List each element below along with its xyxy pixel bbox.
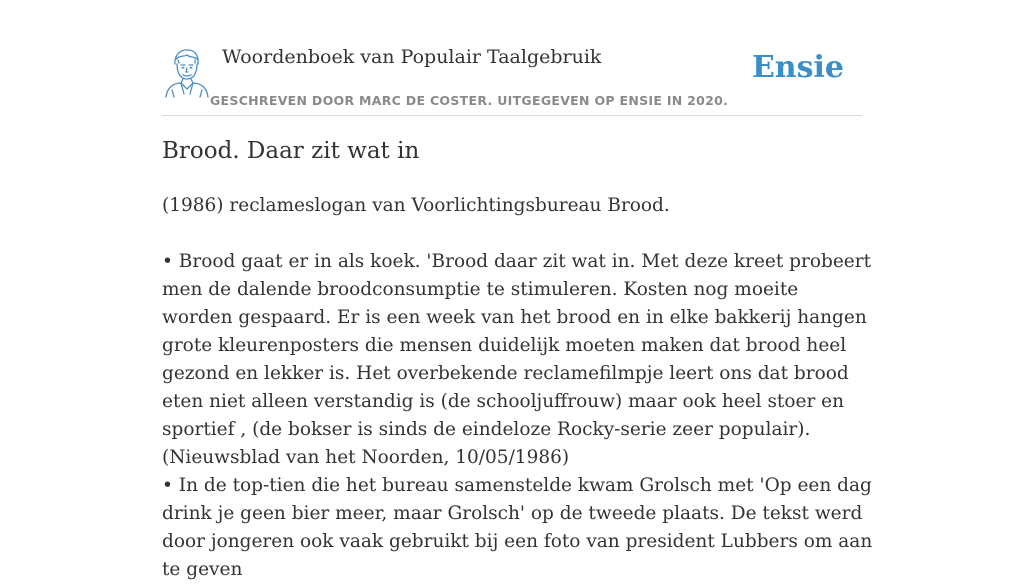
page-header [162, 38, 862, 116]
author-byline: GESCHREVEN DOOR MARC DE COSTER. UITGEGEVEN OP ENSIE IN 2020. [210, 93, 729, 108]
definition-paragraph: • Brood gaat er in als koek. 'Brood daar zit wat in. Met deze kreet probeert men de dalende broodconsumptie te stimuleren. Kosten nog moeite worden gespaard. Er is een week van het brood en in elke bakkerij hangen grote kleurenposters die mensen duidelijk moeten maken dat brood heel gezond en lekker is. Het overbekende reclamefilmpje leert ons dat brood eten niet alleen verstandig is (de schooljuffrouw) maar ook heel stoer en sportief , (de bokser is sinds de eindeloze Rocky-serie zeer populair). (Nieuwsblad van het Noorden, 10/05/1986) [162, 251, 871, 468]
definition-paragraph: • In de top-tien die het bureau samenstelde kwam Grolsch met 'Op een dag drink je geen bier meer, maar Grolsch' op de tweede plaats. De tekst werd door jongeren ook vaak gebruikt bij een foto van president Lubbers om aan te geven [162, 475, 873, 580]
author-portrait-icon [162, 46, 210, 98]
book-title[interactable]: Woordenboek van Populair Taalgebruik [222, 46, 602, 68]
ensie-logo-link[interactable]: Ensie [751, 50, 844, 85]
definition-lead: (1986) reclameslogan van Voorlichtingsbureau Brood. [162, 195, 670, 216]
entry-title: Brood. Daar zit wat in [162, 138, 420, 164]
entry-definition [162, 192, 874, 584]
